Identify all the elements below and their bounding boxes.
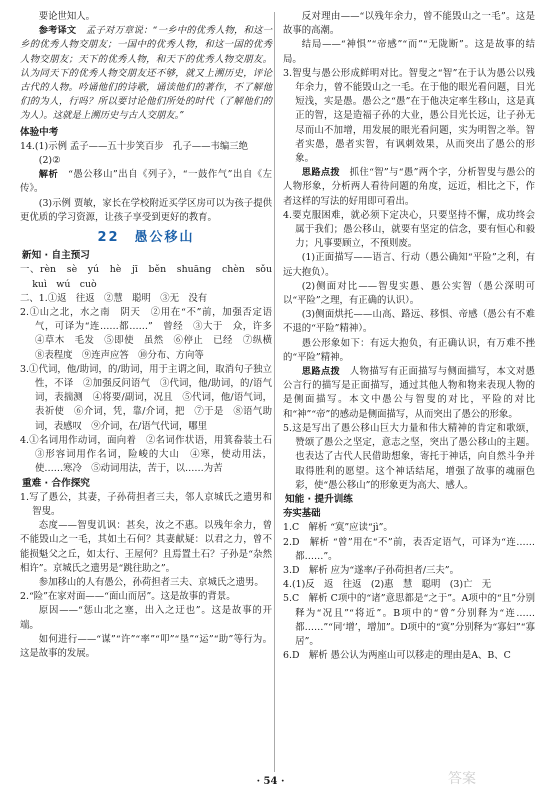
answer-item: 5.C 解析 C项中的“诸”意思都是“之于”。A项中的“且”分别释为“况且”“将近”。B项中的“曾”分别释为“连……都……”“同‘增’，增加”。D项中的“寞”分别释为“寡妇”“寡居”。 bbox=[283, 593, 535, 647]
label: 思路点拨 bbox=[301, 366, 341, 378]
watermark: 答案 bbox=[448, 771, 476, 787]
label: 解析 bbox=[38, 169, 59, 181]
lesson-title: 22 愚公移山 bbox=[97, 230, 195, 246]
thinking-tip bbox=[283, 365, 535, 422]
reference-translation bbox=[20, 24, 272, 123]
pinyin-answers: 一、rèn sè yú hè jī běn shuāng chèn sǒu kuì wú cuò bbox=[20, 264, 282, 290]
thinking-tip bbox=[283, 166, 535, 209]
answer-item: 态度——智叟讥讽：甚矣，汝之不惠。以残年余力，曾不能毁山之一毛，其如土石何？其妻献疑：以君之力，曾不能损魁父之丘，如太行、王屋何？且焉置土石？子孙是“杂然相许”。京城氏之遗男是“跳往助之”。 bbox=[20, 520, 272, 574]
answer-item: 6.D 解析 愚公认为两座山可以移走的理由是A、B、C bbox=[283, 650, 511, 662]
section-tag: 知能 · 提升训练 bbox=[285, 493, 353, 505]
section-tag: 新知 · 自主预习 bbox=[22, 250, 90, 262]
page-number: · 54 · bbox=[256, 776, 285, 787]
section-heading bbox=[20, 477, 272, 491]
answer-item: 4.①名词用作动词，面向着 ②名词作状语，用箕畚装土石 ③形容词用作名词，险峻的大山 ④寒，使动用法，使……寒冷 ⑤动词用法，苦于，以……为苦 bbox=[20, 434, 282, 475]
tip-text: 抓住“智”与“愚”两个字，分析智叟与愚公的人物形象，分析两人看待问题的角度，远近，相比之下，作者这样的写法的好用即可看出。 bbox=[283, 167, 535, 207]
label: 参考译文 bbox=[38, 25, 77, 37]
answer-item: 参加移山的人有愚公，孙荷担者三夫、京城氏之遗男。 bbox=[38, 576, 264, 588]
answer-item: 原因——“惩山北之塞，出入之迂也”。这是故事的开端。 bbox=[20, 605, 272, 631]
answer-item: (2)侧面对比——智叟实愚、愚公实智（愚公深明可以“平险”之理，有正确的认识）。 bbox=[283, 280, 535, 307]
answer-item: 反对理由——“以残年余力，曾不能毁山之一毛”。这是故事的高潮。 bbox=[283, 11, 535, 37]
answer-explanation bbox=[20, 168, 272, 196]
answer-item: 3.D 解析 应为“遂率/子孙荷担者/三夫”。 bbox=[283, 564, 459, 576]
subsection-heading: 夯实基础 bbox=[283, 508, 321, 520]
answer-item: (2)② bbox=[38, 155, 61, 167]
answer-item: 1.C 解析 “寞”应读“jì”。 bbox=[283, 522, 393, 534]
right-column bbox=[283, 10, 535, 663]
answer-item: 5.这是写出了愚公移山巨大力量和伟大精神的肯定和歌颂，赞颂了愚公之坚定，意志之坚，突出了愚公移山的主题。也表达了古代人民借助想象，寄托于神话，向自然斗争并取得胜利的愿望。这个神话结尾，增强了故事的魂丽色彩，使“愚公移山”的形象更为高大、感人。 bbox=[283, 422, 535, 491]
answer-item: (3)示例 贾敏，家长在学校附近买学区房可以为孩子提供更优质的学习资源，让孩子享受到更好的教育。 bbox=[20, 197, 272, 223]
answer-item: 4.要克服困难，就必须下定决心，只要坚持不懈，成功终会属于我们；愚公移山，就要有坚定的信念，要有恒心和毅力；凡事要顾立，不预则废。 bbox=[283, 209, 535, 250]
section-tag: 重难 · 合作探究 bbox=[22, 477, 90, 489]
answer-item: 愚公形象如下：有远大抱负，有正确认识，有万难不挫的“平险”精神。 bbox=[283, 337, 535, 363]
label: 思路点拨 bbox=[301, 167, 340, 179]
column-divider bbox=[274, 12, 275, 772]
answer-item: (1)正面描写——语言、行动（愚公确知“平险”之利，有远大抱负）。 bbox=[283, 252, 535, 278]
answer-item: 3.①代词，他/助词，的/助词，用于主谓之间，取消句子独立性，不译 ②加强反问语气 ③代词，他/助词，的/语气词，表揣测 ④将要/副词，况且 ⑤代词，他/语气词，表祈使 ⑥介词，凭，靠/介词，把 ⑦于是 ⑧语气助词，表感叹 ⑨介词，在/语气代词，哪里 bbox=[20, 363, 272, 432]
answer-item: (3)侧面烘托——山高、路远、移惧、帝感（愚公有不难不退的“平险”精神）。 bbox=[283, 309, 535, 335]
answer-item: 如何进行——“谋”“许”“率”“叩”“垦”“运”“助”等行为。这是故事的发展。 bbox=[20, 633, 272, 659]
answer-item: 2.①山之北，水之南 阴天 ②用在“不”前，加强否定语气，可译为“连……都……” 曾经 ③大于 众，许多 ④草木 毛发 ⑤即使 虽然 ⑥停止 已经 ⑦纵横 ⑧表程度 ⑨连声应答 ⑩分布、方向等 bbox=[20, 307, 282, 361]
text-line: 要论世知人。 bbox=[38, 11, 96, 22]
tip-text: 人物描写有正面描写与侧面描写，本文对愚公言行的描写是正面描写，通过其他人物和物来表现人物的是侧面描写。本文中愚公与智叟的对比，平险的对比和“神”“帝”的感动是侧面描写，从而突出了愚公的形象。 bbox=[283, 366, 535, 420]
section-heading bbox=[283, 493, 535, 507]
answer-item: 2.D 解析 “曾”用在“不”前，表否定语气，可译为“连……都……”。 bbox=[283, 536, 535, 562]
answer-item: 4.(1)反 返 往返 (2)惠 慧 聪明 (3)亡 无 bbox=[283, 579, 492, 591]
answer-item: 14.(1)示例 孟子——五十步笑百步 孔子——韦编三绝 bbox=[20, 140, 249, 152]
answer-item: 1.写了愚公，其妻，子孙荷担者三夫，邻人京城氏之遗男和智叟。 bbox=[20, 491, 272, 517]
translation-text: 孟子对万章说：“一乡中的优秀人物，和这一乡的优秀人物交朋友；一国中的优秀人物，和这一国的优秀人物交朋友；天下的优秀人物，和天下的优秀人物交朋友。认为同天下的优秀人物交朋友还不够，就又上溯历史，评论古代的人物。吟诵他们的诗歌，诵读他们的著作，不了解他们的为人，行吗？所以要讨论他们所处的时代（了解他们的为人）。这就是上溯历史与古人交朋友。” bbox=[20, 25, 273, 122]
answer-item: 二、1.①返 往返 ②慧 聪明 ③无 没有 bbox=[20, 292, 208, 304]
section-heading: 体验中考 bbox=[20, 126, 59, 138]
left-column bbox=[20, 10, 282, 661]
answer-item: 3.智叟与愚公形成鲜明对比。智叟之“智”在于认为愚公以残年余力，曾不能毁山之一毛。在于他的眼光看问题，目光短浅，实是愚。愚公之“愚”在于他决定率生移山，这是真正的智，这是造福子孙的大业，愚公目光长远，让子孙无尽而山不加增，用发展的眼光看问题，实为明智之举。智者实愚，愚者实智，有讽刺效果，从而突出了愚公的形象。 bbox=[283, 67, 535, 165]
section-heading bbox=[20, 249, 272, 263]
answer-item: 结局——“神惧”“帝感”“而”“无陇断”。这是故事的结局。 bbox=[283, 39, 535, 65]
explanation-text: “愚公移山”出自《列子》，“一鼓作气”出自《左传》。 bbox=[20, 169, 272, 195]
answer-item: 2.“险”在家对面——“面山而居”。这是故事的背景。 bbox=[20, 591, 236, 603]
